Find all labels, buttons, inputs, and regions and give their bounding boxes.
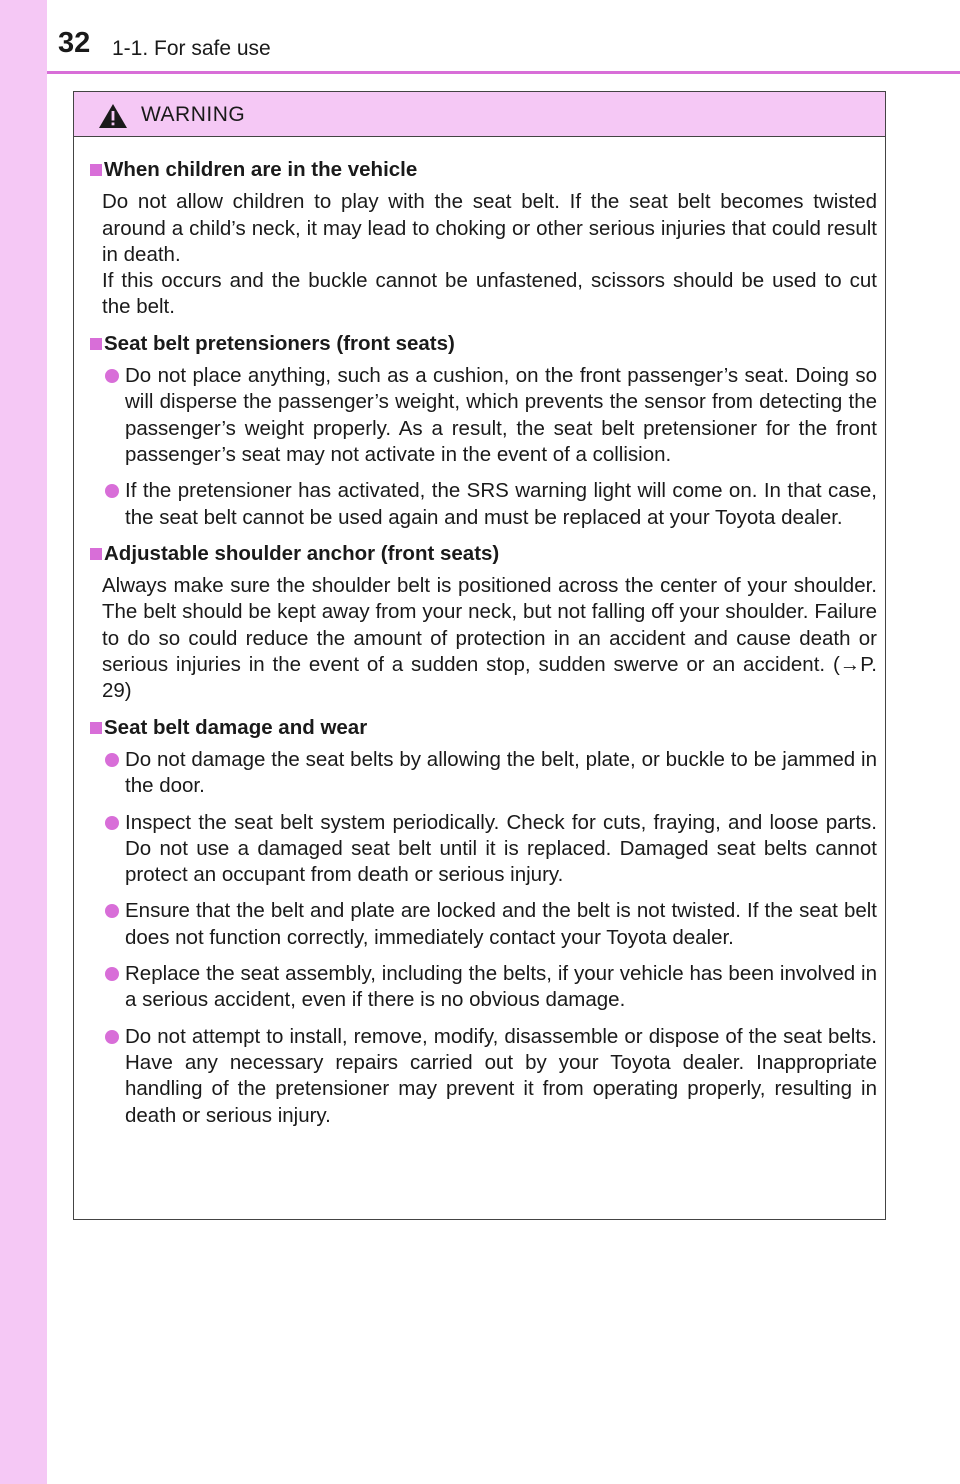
- warning-title: WARNING: [141, 103, 246, 126]
- bullet-item: Replace the seat assembly, including the belts, if your vehicle has been involved in a serious accident, even if there is no obvious damage.: [90, 961, 877, 1014]
- section-heading: Seat belt damage and wear: [90, 715, 877, 741]
- bullet-item: Inspect the seat belt system periodically. Check for cuts, fraying, and loose parts. Do not use a damaged seat belt until it is replaced. Damaged seat belts cannot protect an occupant from death or serious injury.: [90, 810, 877, 889]
- square-bullet-icon: [90, 548, 102, 560]
- warning-triangle-icon: [98, 103, 128, 129]
- section-title: 1-1. For safe use: [112, 37, 271, 60]
- bullet-item: Do not attempt to install, remove, modify, disassemble or dispose of the seat belts. Have any necessary repairs carried out by your Toyota dealer. Inappropriate handling of the pretensioner may prevent it from operating properly, resulting in death or serious injury.: [90, 1024, 877, 1129]
- square-bullet-icon: [90, 722, 102, 734]
- circle-bullet-icon: [105, 967, 119, 981]
- warning-header: [74, 92, 885, 137]
- section-heading: When children are in the vehicle: [90, 157, 877, 183]
- circle-bullet-icon: [105, 816, 119, 830]
- circle-bullet-icon: [105, 753, 119, 767]
- circle-bullet-icon: [105, 1030, 119, 1044]
- warning-box: [73, 91, 886, 1220]
- section-heading: Adjustable shoulder anchor (front seats): [90, 541, 877, 567]
- side-color-strip: [0, 0, 47, 1484]
- square-bullet-icon: [90, 338, 102, 350]
- circle-bullet-icon: [105, 369, 119, 383]
- bullet-item: Do not damage the seat belts by allowing the belt, plate, or buckle to be jammed in the door.: [90, 747, 877, 800]
- page-number: 32: [58, 27, 91, 59]
- bullet-item: Do not place anything, such as a cushion, on the front passenger’s seat. Doing so will disperse the passenger’s weight, which prevents the sensor from detecting the passenger’s weight properly. As a result, the seat belt pretensioner for the front passenger’s seat may not activate in the event of a collision.: [90, 363, 877, 468]
- circle-bullet-icon: [105, 904, 119, 918]
- section-paragraph: Always make sure the shoulder belt is positioned across the center of your shoulder. The belt should be kept away from your neck, but not falling off your shoulder. Failure to do so could reduce the amount of protection in an accident and cause death or serious injuries in the event of a sudden stop, sudden swerve or an accident. (→P. 29): [102, 574, 877, 703]
- warning-content: [74, 137, 885, 1129]
- square-bullet-icon: [90, 164, 102, 176]
- bullet-item: If the pretensioner has activated, the SRS warning light will come on. In that case, the seat belt cannot be used again and must be replaced at your Toyota dealer.: [90, 478, 877, 531]
- circle-bullet-icon: [105, 484, 119, 498]
- header-rule: [47, 71, 960, 74]
- section-paragraph: Do not allow children to play with the seat belt. If the seat belt becomes twisted around a child’s neck, it may lead to choking or other serious injuries that could result in death. If this occurs and the buckle cannot be unfastened, scissors should be used to cut the belt.: [102, 190, 877, 319]
- section-heading: Seat belt pretensioners (front seats): [90, 331, 877, 357]
- bullet-item: Ensure that the belt and plate are locked and the belt is not twisted. If the seat belt does not function correctly, immediately contact your Toyota dealer.: [90, 898, 877, 951]
